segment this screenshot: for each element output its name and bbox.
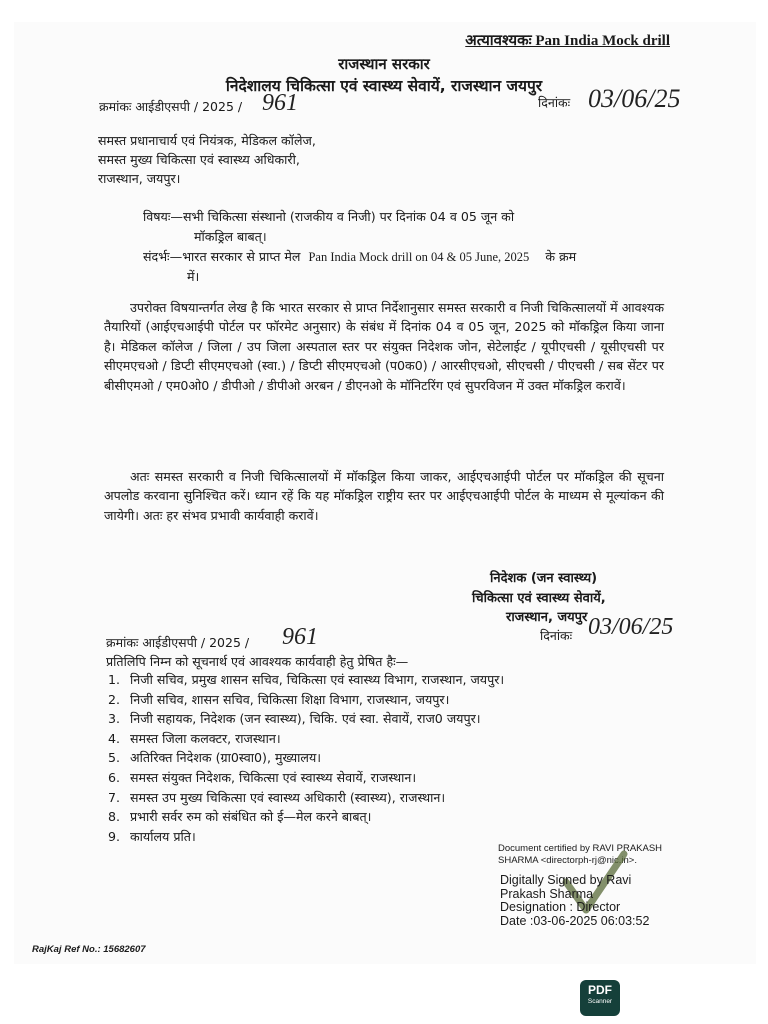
list-item-text: समस्त उप मुख्य चिकित्सा एवं स्वास्थ्य अधिकारी (स्वास्थ्य), राजस्थान। — [130, 789, 446, 805]
reference-prefix: संदर्भः—भारत सरकार से प्राप्त मेल — [143, 249, 301, 264]
list-item-text: प्रभारी सर्वर रुम को संबंधित को ई—मेल करने बाबत्। — [130, 809, 372, 825]
list-item: 7. समस्त उप मुख्य चिकित्सा एवं स्वास्थ्य अधिकारी (स्वास्थ्य), राजस्थान। — [108, 789, 446, 805]
reference-line — [143, 247, 576, 267]
copy-recipient-list — [108, 671, 504, 847]
handwritten-copy-ref-number: 961 — [282, 624, 318, 650]
list-item-text: समस्त संयुक्त निदेशक, चिकित्सा एवं स्वास्थ्य सेवायें, राजस्थान। — [130, 769, 417, 785]
org-title-government: राजस्थान सरकार — [338, 55, 430, 73]
reference-mail-title: Pan India Mock drill on 04 & 05 June, 2025 — [308, 250, 530, 264]
body-paragraph-2 — [104, 467, 664, 525]
certificate-line: SHARMA <directorph-rj@nic.in>. — [498, 855, 637, 866]
list-item-text: निजी सहायक, निदेशक (जन स्वास्थ्य), चिकि. एवं स्वा. सेवायें, राज0 जयपुर। — [130, 711, 481, 727]
digital-signature-block — [500, 874, 649, 928]
list-item-text: निजी सचिव, शासन सचिव, चिकित्सा शिक्षा विभाग, राजस्थान, जयपुर। — [130, 691, 450, 707]
body-paragraph-1 — [104, 298, 664, 395]
list-item: 8. प्रभारी सर्वर रुम को संबंधित को ई—मेल करने बाबत्। — [108, 809, 372, 825]
copy-ref-number: क्रमांकः आईडीएसपी / 2025 / — [106, 635, 250, 650]
pdf-scanner-badge — [580, 980, 620, 1016]
rajkaj-ref-number: RajKaj Ref No.: 15682607 — [32, 944, 146, 955]
list-item-text: समस्त जिला कलक्टर, राजस्थान। — [130, 730, 281, 746]
reference-suffix: के क्रम — [545, 249, 577, 264]
org-title-directorate: निदेशालय चिकित्सा एवं स्वास्थ्य सेवायें, राजस्थान जयपुर — [225, 77, 543, 95]
addressee-line: राजस्थान, जयपुर। — [98, 171, 181, 186]
handwritten-letter-date: 03/06/25 — [588, 84, 681, 113]
list-item: 5. अतिरिक्त निदेशक (ग्रा0स्वा0), मुख्यालय। — [108, 750, 322, 766]
list-item: 9. कार्यालय प्रति। — [108, 828, 196, 844]
digital-signature-line: Designation : Director — [500, 900, 621, 914]
signatory-title: निदेशक (जन स्वास्थ्य) — [490, 571, 598, 586]
letter-date-label: दिनांकः — [538, 95, 571, 110]
reference-line: में। — [187, 269, 200, 284]
paragraph-text: अतः समस्त सरकारी व निजी चिकित्सालयों में मॉकड्रिल किया जाकर, आईएचआईपी पोर्टल पर मॉकड्रिल की सूचना अपलोड करवाना सुनिश्चित करें। ध्यान रहें कि यह मॉकड्रिल राष्ट्रीय स्तर पर आईएचआईपी पोर्टल के माध्यम से मूल्यांकन की जायेगी। अतः हर संभव प्रभावी कार्यवाही करावें। — [104, 469, 664, 523]
list-item: 2. निजी सचिव, शासन सचिव, चिकित्सा शिक्षा विभाग, राजस्थान, जयपुर। — [108, 691, 450, 707]
addressee-line: समस्त प्रधानाचार्य एवं नियंत्रक, मेडिकल कॉलेज, — [98, 133, 316, 148]
handwritten-copy-date: 03/06/25 — [588, 614, 674, 640]
subject-line: मॉकड्रिल बाबत्। — [194, 229, 267, 244]
addressee-block — [98, 131, 316, 188]
list-item-text: कार्यालय प्रति। — [130, 828, 196, 844]
digital-signature-line: Digitally Signed by Ravi — [500, 873, 632, 887]
letter-ref-number: क्रमांकः आईडीएसपी / 2025 / — [99, 99, 243, 114]
pdf-badge-title: PDF — [588, 983, 612, 997]
list-item: 4. समस्त जिला कलक्टर, राजस्थान। — [108, 730, 281, 746]
urgent-heading: अत्यावश्यकः Pan India Mock drill — [465, 33, 670, 49]
certificate-line: Document certified by RAVI PRAKASH — [498, 843, 663, 854]
list-item: 3. निजी सहायक, निदेशक (जन स्वास्थ्य), चिकि. एवं स्वा. सेवायें, राज0 जयपुर। — [108, 711, 481, 727]
copy-date-label: दिनांकः — [540, 628, 573, 643]
signatory-location: राजस्थान, जयपुर — [506, 610, 588, 625]
digital-signature-line: Date :03-06-2025 06:03:52 — [500, 913, 650, 928]
handwritten-ref-number: 961 — [262, 90, 298, 116]
addressee-line: समस्त मुख्य चिकित्सा एवं स्वास्थ्य अधिकारी, — [98, 152, 300, 167]
copy-intro: प्रतिलिपि निम्न को सूचनार्थ एवं आवश्यक कार्यवाही हेतु प्रेषित हैः— — [106, 654, 409, 669]
signatory-department: चिकित्सा एवं स्वास्थ्य सेवायें, — [472, 591, 606, 606]
digital-signature-line: Prakash Sharma — [500, 886, 594, 901]
list-item-text: अतिरिक्त निदेशक (ग्रा0स्वा0), मुख्यालय। — [130, 750, 322, 766]
subject-line: विषयः—सभी चिकित्सा संस्थानो (राजकीय व निजी) पर दिनांक 04 व 05 जून को — [143, 209, 515, 224]
paragraph-text: उपरोक्त विषयान्तर्गत लेख है कि भारत सरकार से प्राप्त निर्देशानुसार समस्त सरकारी व निजी चिकित्सालयों में आवश्यक तैयारियों (आईएचआईपी पोर्टल पर फॉरमेट अनुसार) के संबंध में दिनांक 04 व 05 जून, 2025 को मॉकड्रिल किया जाना है। मेडिकल कॉलेज / जिला / उप जिला अस्पताल स्तर पर संयुक्त निदेशक जोन, सेटेलाईट / यूपीएचसी / यूसीएचसी पर सीएमएचओ / डिप्टी सीएमएचओ (स्वा.) / डिप्टी सीएमएचओ (प0क0) / आरसीएचओ, सीएचसी / पीएचसी / सब सेंटर पर बीसीएमओ / एम0ओ0 / डीपीओ / डीपीओ अरबन / डीएनओ के मॉनिटरिंग एवं सुपरविजन में उक्त मॉकड्रिल करावें। — [104, 300, 664, 393]
list-item-text: निजी सचिव, प्रमुख शासन सचिव, चिकित्सा एवं स्वास्थ्य विभाग, राजस्थान, जयपुर। — [130, 672, 505, 687]
pdf-badge-subtitle: Scanner — [587, 998, 613, 1005]
list-item: 1. निजी सचिव, प्रमुख शासन सचिव, चिकित्सा एवं स्वास्थ्य विभाग, राजस्थान, जयपुर। — [108, 672, 505, 687]
list-item: 6. समस्त संयुक्त निदेशक, चिकित्सा एवं स्वास्थ्य सेवायें, राजस्थान। — [108, 769, 417, 785]
